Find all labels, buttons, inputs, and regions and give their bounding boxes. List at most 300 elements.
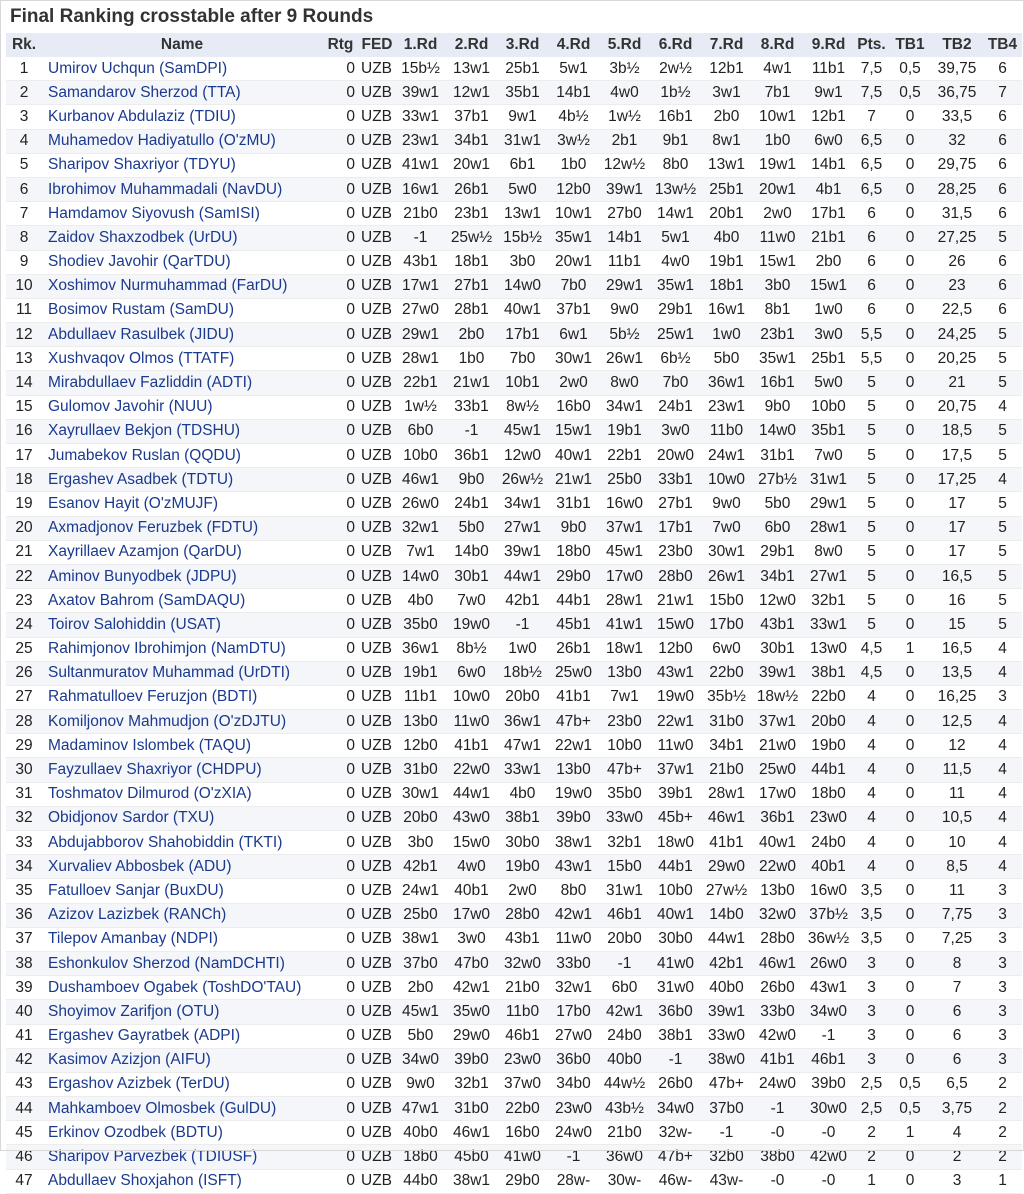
player-federation: UZB (359, 879, 395, 903)
round-7-result: 26w1 (701, 564, 752, 588)
player-tb4: 5 (983, 613, 1022, 637)
player-tb4: 3 (983, 951, 1022, 975)
round-8-result: 16b1 (752, 371, 803, 395)
player-federation: UZB (359, 468, 395, 492)
round-1-result: 5b0 (395, 1024, 446, 1048)
round-7-result: 31b0 (701, 710, 752, 734)
player-federation: UZB (359, 1024, 395, 1048)
player-name-link[interactable]: Fayzullaev Shaxriyor (CHDPU) (42, 758, 322, 782)
round-8-result: 6b0 (752, 516, 803, 540)
player-row (6, 57, 1022, 81)
round-6-result: 19w0 (650, 685, 701, 709)
round-8-result: 19w1 (752, 153, 803, 177)
crosstable-body (6, 57, 1022, 1193)
round-4-result: 22w1 (548, 734, 599, 758)
player-rating: 0 (322, 951, 359, 975)
round-7-result: 21b0 (701, 758, 752, 782)
player-federation: UZB (359, 1121, 395, 1145)
round-5-result: 43b½ (599, 1097, 650, 1121)
player-points: 4 (854, 734, 889, 758)
round-8-result: 13b0 (752, 879, 803, 903)
player-tb4: 3 (983, 927, 1022, 951)
player-name-link[interactable]: Komiljonov Mahmudjon (O'zDJTU) (42, 710, 322, 734)
player-tb4: 3 (983, 685, 1022, 709)
player-rank: 44 (6, 1097, 42, 1121)
player-tb2: 20,75 (931, 395, 983, 419)
round-2-result: 2b0 (446, 323, 497, 347)
round-5-result: 11b1 (599, 250, 650, 274)
round-3-result: 39w1 (497, 540, 548, 564)
player-row (6, 250, 1022, 274)
round-3-result: 33w1 (497, 758, 548, 782)
round-7-result: 44w1 (701, 927, 752, 951)
crosstable (6, 33, 1022, 1194)
player-name-link[interactable]: Sharipov Parvezbek (TDIUSF) (42, 1145, 322, 1169)
player-name-link[interactable]: Bosimov Rustam (SamDU) (42, 298, 322, 322)
round-5-result: 5b½ (599, 323, 650, 347)
player-tb2: 33,5 (931, 105, 983, 129)
player-tb1: 0 (889, 129, 931, 153)
player-tb1: 0 (889, 153, 931, 177)
player-name-link[interactable]: Ergashev Asadbek (TDTU) (42, 468, 322, 492)
round-4-result: 47b+ (548, 710, 599, 734)
round-8-result: 28b0 (752, 927, 803, 951)
round-9-result: 37b½ (803, 903, 854, 927)
round-9-result: 1w0 (803, 298, 854, 322)
player-points: 5 (854, 395, 889, 419)
player-federation: UZB (359, 274, 395, 298)
player-points: 1 (854, 1169, 889, 1193)
player-rating: 0 (322, 274, 359, 298)
round-3-result: 28b0 (497, 903, 548, 927)
player-tb2: 12 (931, 734, 983, 758)
round-5-result: 10b0 (599, 734, 650, 758)
round-5-result: 21b0 (599, 1121, 650, 1145)
player-tb1: 0 (889, 685, 931, 709)
round-8-result: 15w1 (752, 250, 803, 274)
player-points: 5 (854, 468, 889, 492)
round-5-result: 18w1 (599, 637, 650, 661)
round-8-result: 5b0 (752, 492, 803, 516)
round-3-result: 32w0 (497, 951, 548, 975)
round-4-result: 45b1 (548, 613, 599, 637)
player-tb4: 2 (983, 1145, 1022, 1169)
player-name-link[interactable]: Fatulloev Sanjar (BuxDU) (42, 879, 322, 903)
player-name-link[interactable]: Xushvaqov Olmos (TTATF) (42, 347, 322, 371)
player-name-link[interactable]: Samandarov Sherzod (TTA) (42, 81, 322, 105)
player-points: 6,5 (854, 129, 889, 153)
round-7-result: 42b1 (701, 951, 752, 975)
round-8-result: 7b1 (752, 81, 803, 105)
round-1-result: 18b0 (395, 1145, 446, 1169)
player-row (6, 685, 1022, 709)
player-rating: 0 (322, 1145, 359, 1169)
player-tb1: 0 (889, 347, 931, 371)
round-2-result: 40b1 (446, 879, 497, 903)
round-3-result: 8w½ (497, 395, 548, 419)
round-2-result: 41b1 (446, 734, 497, 758)
header-round-2: 2.Rd (446, 33, 497, 57)
player-tb4: 6 (983, 298, 1022, 322)
player-federation: UZB (359, 1072, 395, 1096)
player-federation: UZB (359, 806, 395, 830)
round-4-result: 36b0 (548, 1048, 599, 1072)
player-points: 5 (854, 540, 889, 564)
player-points: 4 (854, 685, 889, 709)
player-name-link[interactable]: Shoyimov Zarifjon (OTU) (42, 1000, 322, 1024)
round-1-result: -1 (395, 226, 446, 250)
player-name-link[interactable]: Shodiev Javohir (QarTDU) (42, 250, 322, 274)
player-points: 4,5 (854, 661, 889, 685)
player-name-link[interactable]: Eshonkulov Sherzod (NamDCHTI) (42, 951, 322, 975)
player-rating: 0 (322, 976, 359, 1000)
round-2-result: 24b1 (446, 492, 497, 516)
round-7-result: 8w1 (701, 129, 752, 153)
round-2-result: 27b1 (446, 274, 497, 298)
player-rank: 34 (6, 855, 42, 879)
player-name-link[interactable]: Rahmatulloev Feruzjon (BDTI) (42, 685, 322, 709)
round-7-result: 29w0 (701, 855, 752, 879)
player-rank: 24 (6, 613, 42, 637)
player-federation: UZB (359, 540, 395, 564)
round-5-result: 37w1 (599, 516, 650, 540)
player-name-link[interactable]: Ibrohimov Muhammadali (NavDU) (42, 177, 322, 201)
player-points: 5 (854, 492, 889, 516)
player-tb2: 18,5 (931, 419, 983, 443)
player-name-link[interactable]: Abdullaev Rasulbek (JIDU) (42, 323, 322, 347)
player-federation: UZB (359, 250, 395, 274)
player-name-link[interactable]: Axatov Bahrom (SamDAQU) (42, 589, 322, 613)
round-1-result: 39w1 (395, 81, 446, 105)
player-federation: UZB (359, 57, 395, 81)
header-round-3: 3.Rd (497, 33, 548, 57)
player-points: 4 (854, 831, 889, 855)
round-8-result: 22w0 (752, 855, 803, 879)
player-tb1: 0 (889, 274, 931, 298)
player-row (6, 468, 1022, 492)
player-rank: 38 (6, 951, 42, 975)
player-federation: UZB (359, 226, 395, 250)
player-rank: 9 (6, 250, 42, 274)
round-4-result: 26b1 (548, 637, 599, 661)
round-9-result: 14b1 (803, 153, 854, 177)
round-2-result: 39b0 (446, 1048, 497, 1072)
round-4-result: 12b0 (548, 177, 599, 201)
round-7-result: 2b0 (701, 105, 752, 129)
player-tb4: 6 (983, 153, 1022, 177)
round-2-result: 6w0 (446, 661, 497, 685)
player-rating: 0 (322, 202, 359, 226)
player-rank: 45 (6, 1121, 42, 1145)
player-name-link[interactable]: Aminov Bunyodbek (JDPU) (42, 564, 322, 588)
player-tb2: 7,25 (931, 927, 983, 951)
player-name-link[interactable]: Umirov Uchqun (SamDPI) (42, 57, 322, 81)
round-1-result: 40b0 (395, 1121, 446, 1145)
round-7-result: 5b0 (701, 347, 752, 371)
player-tb4: 1 (983, 1169, 1022, 1193)
player-federation: UZB (359, 589, 395, 613)
round-8-result: 43b1 (752, 613, 803, 637)
round-1-result: 3b0 (395, 831, 446, 855)
player-name-link[interactable]: Gulomov Javohir (NUU) (42, 395, 322, 419)
round-5-result: 41w1 (599, 613, 650, 637)
player-tb1: 0 (889, 927, 931, 951)
round-8-result: 46w1 (752, 951, 803, 975)
round-2-result: 7w0 (446, 589, 497, 613)
player-name-link[interactable]: Dushamboev Ogabek (ToshDO'TAU) (42, 976, 322, 1000)
player-name-link[interactable]: Ergashov Azizbek (TerDU) (42, 1072, 322, 1096)
player-rating: 0 (322, 129, 359, 153)
player-tb1: 0 (889, 1000, 931, 1024)
round-5-result: 24b0 (599, 1024, 650, 1048)
player-name-link[interactable]: Kasimov Azizjon (AIFU) (42, 1048, 322, 1072)
player-tb1: 0 (889, 903, 931, 927)
player-tb2: 12,5 (931, 710, 983, 734)
header-round-5: 5.Rd (599, 33, 650, 57)
header-pts: Pts. (854, 33, 889, 57)
round-9-result: 16w0 (803, 879, 854, 903)
round-2-result: 10w0 (446, 685, 497, 709)
player-row (6, 661, 1022, 685)
player-name-link[interactable]: Zaidov Shaxzodbek (UrDU) (42, 226, 322, 250)
round-7-result: 7w0 (701, 516, 752, 540)
player-name-link[interactable]: Mahkamboev Olmosbek (GulDU) (42, 1097, 322, 1121)
round-7-result: 43w- (701, 1169, 752, 1193)
player-points: 3,5 (854, 879, 889, 903)
player-name-link[interactable]: Tilepov Amanbay (NDPI) (42, 927, 322, 951)
round-8-result: 8b1 (752, 298, 803, 322)
player-rank: 4 (6, 129, 42, 153)
round-6-result: 11w0 (650, 734, 701, 758)
player-points: 5,5 (854, 347, 889, 371)
round-2-result: 43w0 (446, 806, 497, 830)
player-name-link[interactable]: Xayrillaev Azamjon (QarDU) (42, 540, 322, 564)
player-tb2: 16 (931, 589, 983, 613)
round-1-result: 13b0 (395, 710, 446, 734)
round-5-result: 32b1 (599, 831, 650, 855)
player-tb2: 39,75 (931, 57, 983, 81)
round-8-result: 42w0 (752, 1024, 803, 1048)
round-5-result: 20b0 (599, 927, 650, 951)
player-points: 4 (854, 806, 889, 830)
player-rating: 0 (322, 879, 359, 903)
player-rank: 32 (6, 806, 42, 830)
player-name-link[interactable]: Abdullaev Shoxjahon (ISFT) (42, 1169, 322, 1193)
player-federation: UZB (359, 564, 395, 588)
header-round-1: 1.Rd (395, 33, 446, 57)
round-9-result: 31w1 (803, 468, 854, 492)
round-2-result: 9b0 (446, 468, 497, 492)
round-8-result: 35w1 (752, 347, 803, 371)
player-tb1: 0 (889, 177, 931, 201)
player-row (6, 444, 1022, 468)
round-6-result: 33b1 (650, 468, 701, 492)
player-name-link[interactable]: Erkinov Ozodbek (BDTU) (42, 1121, 322, 1145)
player-name-link[interactable]: Abdujabborov Shahobiddin (TKTI) (42, 831, 322, 855)
round-9-result: 46b1 (803, 1048, 854, 1072)
player-tb2: 8,5 (931, 855, 983, 879)
player-tb2: 10,5 (931, 806, 983, 830)
player-federation: UZB (359, 927, 395, 951)
round-9-result: -1 (803, 1024, 854, 1048)
round-6-result: 40w1 (650, 903, 701, 927)
round-4-result: 18b0 (548, 540, 599, 564)
round-3-result: 13w1 (497, 202, 548, 226)
player-name-link[interactable]: Mirabdullaev Fazliddin (ADTI) (42, 371, 322, 395)
player-points: 2,5 (854, 1072, 889, 1096)
round-8-result: -0 (752, 1169, 803, 1193)
player-rank: 47 (6, 1169, 42, 1193)
round-9-result: 8w0 (803, 540, 854, 564)
round-1-result: 25b0 (395, 903, 446, 927)
player-name-link[interactable]: Kurbanov Abdulaziz (TDIU) (42, 105, 322, 129)
round-4-result: 33b0 (548, 951, 599, 975)
round-5-result: 42w1 (599, 1000, 650, 1024)
round-7-result: 24w1 (701, 444, 752, 468)
round-1-result: 41w1 (395, 153, 446, 177)
player-name-link[interactable]: Toirov Salohiddin (USAT) (42, 613, 322, 637)
round-5-result: 13b0 (599, 661, 650, 685)
player-row (6, 1024, 1022, 1048)
player-tb4: 5 (983, 492, 1022, 516)
player-name-link[interactable]: Muhamedov Hadiyatullo (O'zMU) (42, 129, 322, 153)
round-7-result: 28w1 (701, 782, 752, 806)
player-rating: 0 (322, 323, 359, 347)
player-name-link[interactable]: Xurvaliev Abbosbek (ADU) (42, 855, 322, 879)
round-4-result: 2w0 (548, 371, 599, 395)
player-name-link[interactable]: Azizov Lazizbek (RANCh) (42, 903, 322, 927)
player-name-link[interactable]: Sharipov Shaxriyor (TDYU) (42, 153, 322, 177)
round-4-result: 16b0 (548, 395, 599, 419)
player-tb4: 5 (983, 323, 1022, 347)
round-5-result: 3b½ (599, 57, 650, 81)
round-5-result: 6b0 (599, 976, 650, 1000)
round-5-result: 28w1 (599, 589, 650, 613)
round-5-result: 31w1 (599, 879, 650, 903)
player-name-link[interactable]: Sultanmuratov Muhammad (UrDTI) (42, 661, 322, 685)
round-8-result: 33b0 (752, 1000, 803, 1024)
player-tb2: 27,25 (931, 226, 983, 250)
round-9-result: 5w0 (803, 371, 854, 395)
round-7-result: 22b0 (701, 661, 752, 685)
player-points: 3 (854, 1024, 889, 1048)
player-row (6, 782, 1022, 806)
player-name-link[interactable]: Xoshimov Nurmuhammad (FarDU) (42, 274, 322, 298)
round-6-result: 43w1 (650, 661, 701, 685)
player-tb2: 10 (931, 831, 983, 855)
player-rating: 0 (322, 782, 359, 806)
player-tb2: 13,5 (931, 661, 983, 685)
round-8-result: 30b1 (752, 637, 803, 661)
round-4-result: 34b0 (548, 1072, 599, 1096)
player-name-link[interactable]: Hamdamov Siyovush (SamISI) (42, 202, 322, 226)
round-4-result: 37b1 (548, 298, 599, 322)
round-3-result: 42b1 (497, 589, 548, 613)
player-row (6, 734, 1022, 758)
round-9-result: 21b1 (803, 226, 854, 250)
round-1-result: 35b0 (395, 613, 446, 637)
player-row (6, 613, 1022, 637)
round-1-result: 36w1 (395, 637, 446, 661)
round-1-result: 14w0 (395, 564, 446, 588)
player-tb2: 31,5 (931, 202, 983, 226)
player-tb4: 6 (983, 105, 1022, 129)
player-name-link[interactable]: Madaminov Islombek (TAQU) (42, 734, 322, 758)
player-tb4: 6 (983, 177, 1022, 201)
round-2-result: 23b1 (446, 202, 497, 226)
player-rating: 0 (322, 927, 359, 951)
player-name-link[interactable]: Toshmatov Dilmurod (O'zXIA) (42, 782, 322, 806)
round-3-result: 38b1 (497, 806, 548, 830)
player-name-link[interactable]: Rahimjonov Ibrohimjon (NamDTU) (42, 637, 322, 661)
round-1-result: 4b0 (395, 589, 446, 613)
round-6-result: 3w0 (650, 419, 701, 443)
player-name-link[interactable]: Esanov Hayit (O'zMUJF) (42, 492, 322, 516)
player-name-link[interactable]: Jumabekov Ruslan (QQDU) (42, 444, 322, 468)
round-1-result: 24w1 (395, 879, 446, 903)
round-4-result: 13b0 (548, 758, 599, 782)
round-6-result: 13w½ (650, 177, 701, 201)
round-8-result: 23b1 (752, 323, 803, 347)
round-4-result: 29b0 (548, 564, 599, 588)
player-rating: 0 (322, 540, 359, 564)
player-points: 5 (854, 589, 889, 613)
round-3-result: 47w1 (497, 734, 548, 758)
round-2-result: 30b1 (446, 564, 497, 588)
player-name-link[interactable]: Xayrullaev Bekjon (TDSHU) (42, 419, 322, 443)
round-5-result: 7w1 (599, 685, 650, 709)
player-row (6, 395, 1022, 419)
player-rating: 0 (322, 589, 359, 613)
player-tb2: 3,75 (931, 1097, 983, 1121)
player-points: 5 (854, 613, 889, 637)
player-rank: 27 (6, 685, 42, 709)
round-6-result: 45b+ (650, 806, 701, 830)
round-2-result: 4w0 (446, 855, 497, 879)
player-rank: 25 (6, 637, 42, 661)
player-name-link[interactable]: Obidjonov Sardor (TXU) (42, 806, 322, 830)
player-federation: UZB (359, 831, 395, 855)
player-tb2: 17 (931, 492, 983, 516)
player-rating: 0 (322, 710, 359, 734)
player-rank: 2 (6, 81, 42, 105)
player-points: 3 (854, 1000, 889, 1024)
round-8-result: -1 (752, 1097, 803, 1121)
player-rank: 16 (6, 419, 42, 443)
round-1-result: 29w1 (395, 323, 446, 347)
player-points: 6 (854, 298, 889, 322)
round-6-result: 15w0 (650, 613, 701, 637)
player-tb2: 16,5 (931, 637, 983, 661)
round-9-result: 30w0 (803, 1097, 854, 1121)
round-4-result: 30w1 (548, 347, 599, 371)
round-2-result: 19w0 (446, 613, 497, 637)
player-rank: 11 (6, 298, 42, 322)
round-8-result: 9b0 (752, 395, 803, 419)
round-5-result: 2b1 (599, 129, 650, 153)
round-3-result: 36w1 (497, 710, 548, 734)
round-5-result: 33w0 (599, 806, 650, 830)
player-rating: 0 (322, 371, 359, 395)
round-6-result: 6b½ (650, 347, 701, 371)
player-points: 7,5 (854, 57, 889, 81)
player-rank: 18 (6, 468, 42, 492)
player-points: 2 (854, 1145, 889, 1169)
player-rank: 21 (6, 540, 42, 564)
round-7-result: 16w1 (701, 298, 752, 322)
player-name-link[interactable]: Axmadjonov Feruzbek (FDTU) (42, 516, 322, 540)
player-name-link[interactable]: Ergashev Gayratbek (ADPI) (42, 1024, 322, 1048)
